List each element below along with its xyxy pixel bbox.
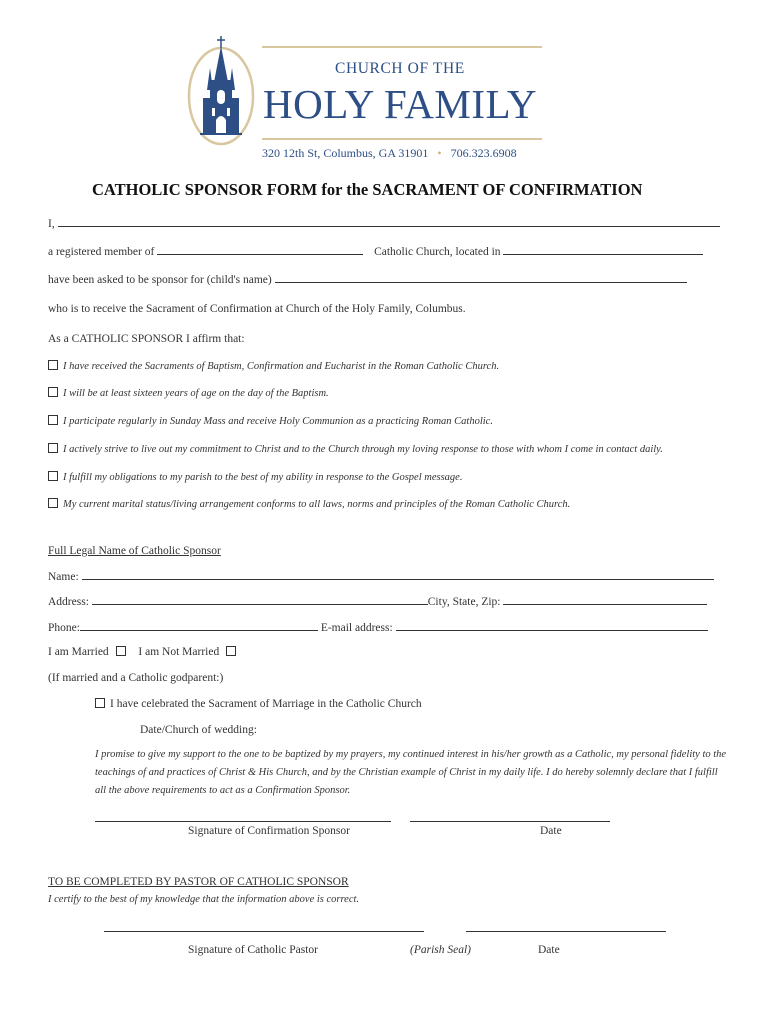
married-checkbox[interactable] — [116, 646, 126, 656]
sponsor-date-line[interactable] — [410, 821, 610, 822]
affirmation-text: I participate regularly in Sunday Mass and receive Holy Communion as a practicing Roman Catholic. — [63, 416, 493, 427]
name-line[interactable] — [82, 569, 714, 580]
affirmation-item — [48, 415, 493, 427]
pastor-signature-line[interactable] — [104, 931, 424, 932]
marriage-checkbox[interactable] — [95, 698, 105, 708]
address-line[interactable] — [92, 594, 428, 605]
name-row — [48, 569, 714, 583]
affirmation-item — [48, 498, 570, 510]
signature-pastor-label: Signature of Catholic Pastor — [188, 944, 318, 956]
celebrated-marriage-text: I have celebrated the Sacrament of Marriage in the Catholic Church — [110, 698, 422, 710]
phone-label: Phone: — [48, 622, 80, 634]
city-state-zip-line[interactable] — [503, 594, 707, 605]
phone-email-row — [48, 620, 708, 634]
signature-sponsor-label: Signature of Confirmation Sponsor — [188, 825, 350, 837]
if-married-note: (If married and a Catholic godparent:) — [48, 672, 224, 684]
not-married-checkbox[interactable] — [226, 646, 236, 656]
cathedral-spire-icon — [186, 34, 256, 146]
pastor-certify-text: I certify to the best of my knowledge that the information above is correct. — [48, 894, 360, 905]
promise-line-3: all the above requirements to act as a Confirmation Sponsor. — [95, 785, 351, 796]
form-title: CATHOLIC SPONSOR FORM for the SACRAMENT OF CONFIRMATION — [92, 180, 643, 199]
address-row — [48, 594, 707, 608]
affirmation-text: I will be at least sixteen years of age on the day of the Baptism. — [63, 388, 329, 399]
receive-sacrament-text: who is to receive the Sacrament of Confirmation at Church of the Holy Family, Columbus. — [48, 303, 466, 315]
asked-to-sponsor-label: have been asked to be sponsor for (child's name) — [48, 274, 272, 286]
affirmation-text: I actively strive to live out my commitment to Christ and to the Church through my loving response to those with whom I come in contact daily. — [63, 444, 663, 455]
holy-family-text: HOLY FAMILY — [263, 81, 538, 127]
parish-seal-label: (Parish Seal) — [410, 944, 472, 956]
church-logo — [186, 34, 256, 146]
child-name-row — [48, 272, 687, 286]
affirmation-text: My current marital status/living arrangement conforms to all laws, norms and principles of the Roman Catholic Church. — [63, 499, 571, 510]
marriage-row — [95, 698, 422, 710]
affirmation-checkbox[interactable] — [48, 415, 58, 425]
marital-status-row — [48, 646, 241, 658]
sponsor-date-label: Date — [540, 825, 562, 837]
affirm-intro: As a CATHOLIC SPONSOR I affirm that: — [48, 333, 245, 345]
sponsor-name-row — [48, 216, 720, 230]
street-address: 320 12th St, Columbus, GA 31901 — [262, 146, 429, 160]
promise-line-1: I promise to give my support to the one to be baptized by my prayers, my continued interest in his/her growth as a Catholic, my personal fidelity to the — [95, 749, 727, 760]
affirmation-item — [48, 471, 462, 483]
header-bottom-rule — [262, 138, 542, 140]
i-label: I, — [48, 218, 55, 230]
church-address-line — [262, 146, 517, 161]
affirmation-item — [48, 360, 499, 372]
promise-line-2: teachings of and practices of Christ & His Church, and by the Christian example of Christ in my daily life. I do hereby solemnly declare that I fulfill — [95, 767, 718, 778]
affirmation-checkbox[interactable] — [48, 443, 58, 453]
address-label: Address: — [48, 596, 89, 608]
affirmation-text: I fulfill my obligations to my parish to the best of my ability in response to the Gospel message. — [63, 472, 463, 483]
header-top-rule — [262, 46, 542, 48]
parish-location-line[interactable] — [503, 244, 703, 255]
phone-line[interactable] — [80, 620, 318, 631]
pastor-date-label: Date — [538, 944, 560, 956]
church-phone: 706.323.6908 — [450, 146, 517, 160]
sponsor-signature-line[interactable] — [95, 821, 391, 822]
affirmation-checkbox[interactable] — [48, 360, 58, 370]
affirmation-checkbox[interactable] — [48, 498, 58, 508]
affirmation-item — [48, 387, 329, 399]
name-label: Name: — [48, 571, 79, 583]
email-label: E-mail address: — [320, 622, 393, 634]
full-legal-name-heading: Full Legal Name of Catholic Sponsor — [48, 545, 221, 557]
sponsor-name-line[interactable] — [58, 216, 720, 227]
child-name-line[interactable] — [275, 272, 687, 283]
affirmation-text: I have received the Sacraments of Baptism, Confirmation and Eucharist in the Roman Catholic Church. — [63, 361, 500, 372]
church-of-the-text: CHURCH OF THE — [335, 60, 465, 77]
pastor-date-line[interactable] — [466, 931, 666, 932]
registered-member-label: a registered member of — [48, 246, 155, 258]
affirmation-checkbox[interactable] — [48, 471, 58, 481]
affirmation-item — [48, 443, 663, 455]
email-line[interactable] — [396, 620, 708, 631]
registered-member-row — [48, 244, 703, 258]
married-label: I am Married — [48, 646, 109, 658]
pastor-section-heading: TO BE COMPLETED BY PASTOR OF CATHOLIC SPONSOR — [48, 876, 349, 888]
not-married-label: I am Not Married — [138, 646, 220, 658]
parish-name-line[interactable] — [157, 244, 363, 255]
affirmation-checkbox[interactable] — [48, 387, 58, 397]
date-church-wedding-label: Date/Church of wedding: — [140, 724, 257, 736]
city-state-zip-label: City, State, Zip: — [427, 596, 501, 608]
address-separator: • — [437, 146, 442, 160]
catholic-church-located-label: Catholic Church, located in — [374, 246, 501, 258]
